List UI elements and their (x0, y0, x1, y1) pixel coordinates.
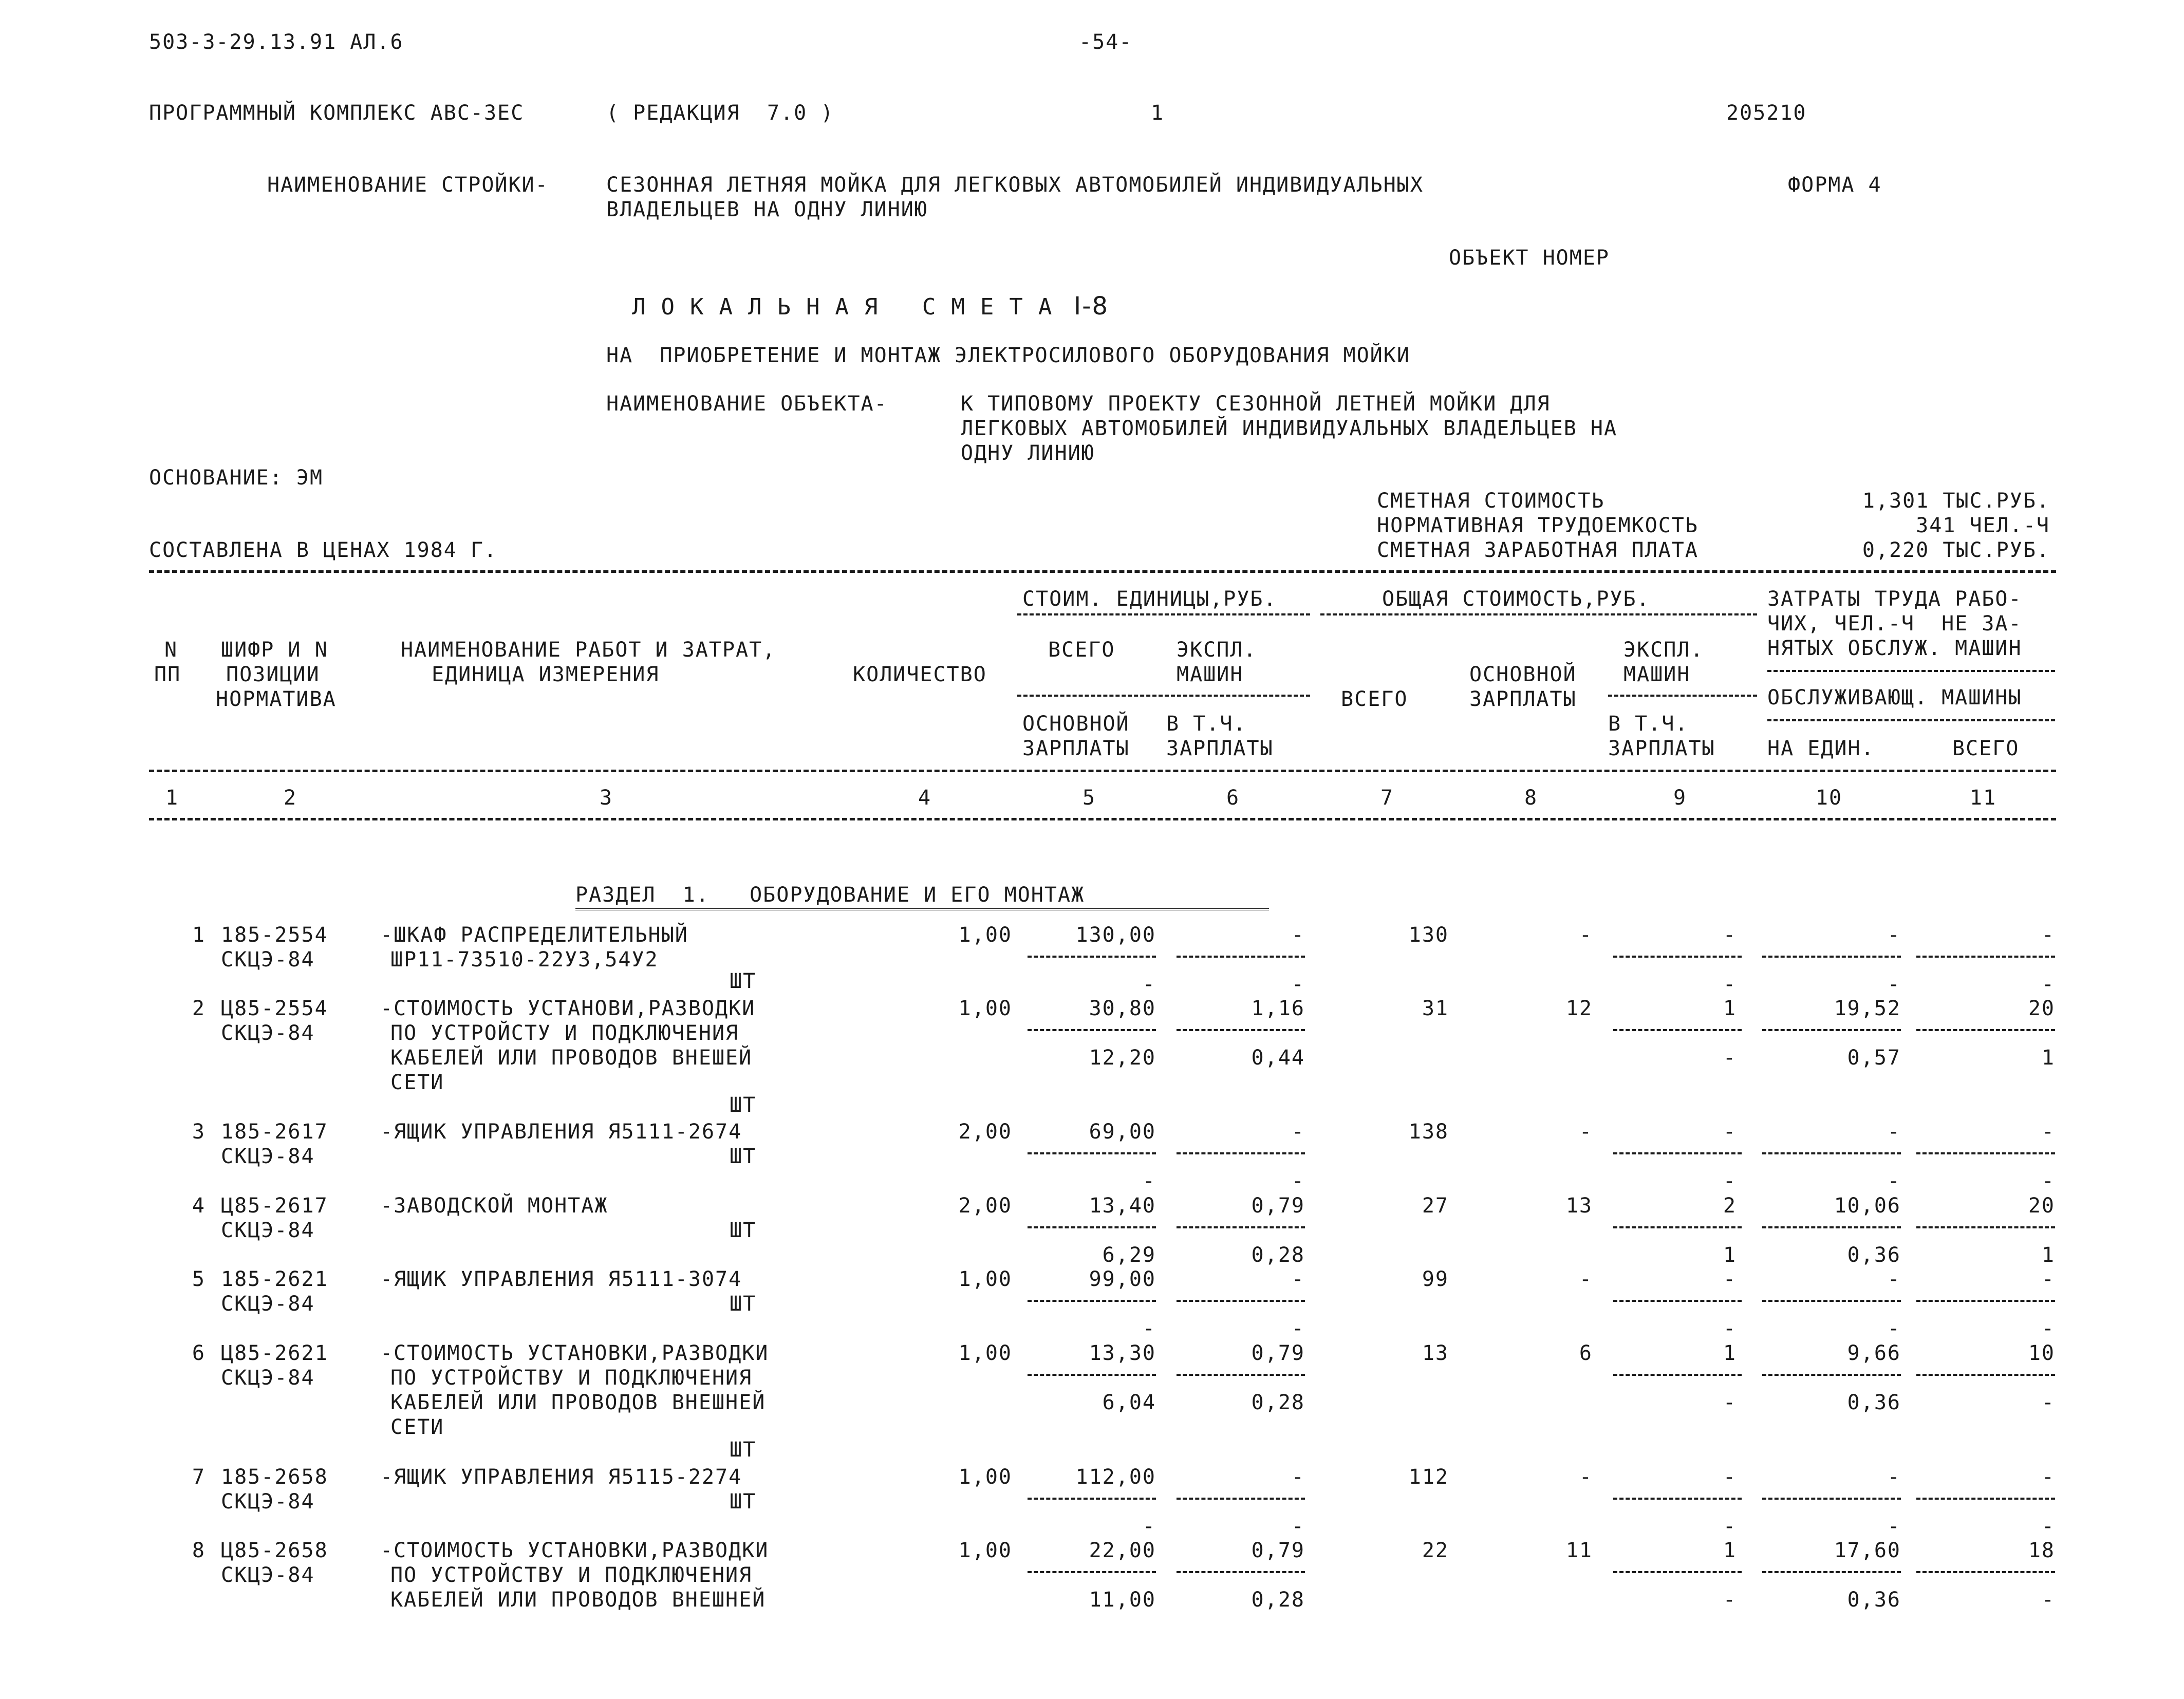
doc-code: 503-3-29.13.91 АЛ.6 (149, 30, 404, 54)
col5-line3: ЗАРПЛАТЫ (1022, 737, 1130, 760)
row-labor-unit-2: - (1887, 973, 1901, 996)
construction-name-line1: СЕЗОННАЯ ЛЕТНЯЯ МОЙКА ДЛЯ ЛЕГКОВЫХ АВТОМОБИЛЕЙ ИНДИВИДУАЛЬНЫХ (606, 173, 1424, 197)
row-labor-unit: - (1887, 923, 1901, 947)
header-subrule-labor2 (1767, 719, 2055, 721)
row-name-line: -ЗАВОДСКОЙ МОНТАЖ (380, 1194, 608, 1218)
col-labor-line1: ЗАТРАТЫ ТРУДА РАБО- (1767, 587, 2022, 611)
row-subrule (1613, 1374, 1742, 1376)
row-unit: ШТ (730, 969, 757, 993)
col-total-cost-title: ОБЩАЯ СТОИМОСТЬ,РУБ. (1382, 587, 1650, 611)
row-name-line: ШР11-73510-22У3,54У2 (390, 948, 659, 972)
row-labor-total: 20 (2028, 1194, 2055, 1218)
col-labor-line4: ОБСЛУЖИВАЮЩ. МАШИНЫ (1767, 686, 2022, 710)
row-labor-unit: 17,60 (1834, 1539, 1901, 1562)
row-number: 1 (192, 923, 206, 947)
row-base: СКЦЭ-84 (221, 1366, 315, 1390)
row-subrule (1613, 1152, 1742, 1154)
col-number: 10 (1815, 786, 1843, 810)
section-title: РАЗДЕЛ 1. ОБОРУДОВАНИЕ И ЕГО МОНТАЖ (575, 883, 1085, 907)
row-number: 8 (192, 1539, 206, 1562)
row-subrule (1028, 1226, 1156, 1228)
row-labor-unit-2: - (1887, 1169, 1901, 1193)
col6-line2: МАШИН (1177, 663, 1244, 686)
col9-line1: ЭКСПЛ. (1623, 638, 1704, 662)
row-number: 2 (192, 997, 206, 1020)
row-unit-machine-wage: - (1291, 1515, 1305, 1538)
header-subrule-labor (1767, 670, 2055, 672)
row-unit-machine-wage: 0,28 (1251, 1243, 1305, 1267)
row-unit-machine-wage: 0,28 (1251, 1588, 1305, 1612)
row-subrule (1177, 1029, 1305, 1031)
row-labor-total: 10 (2028, 1341, 2055, 1365)
row-labor-unit-2: 0,36 (1847, 1391, 1901, 1414)
row-number: 6 (192, 1341, 206, 1365)
document-code: 205210 (1726, 101, 1807, 125)
row-name-line: -СТОИМОСТЬ УСТАНОВКИ,РАЗВОДКИ (380, 1341, 769, 1365)
row-labor-total: - (2041, 1267, 2055, 1291)
row-subrule (1177, 1374, 1305, 1376)
row-quantity: 1,00 (958, 997, 1012, 1020)
row-wage-total: - (1579, 1465, 1593, 1489)
object-name-line3: ОДНУ ЛИНИЮ (961, 441, 1095, 465)
row-subrule (1028, 956, 1156, 958)
row-subrule (1028, 1571, 1156, 1573)
row-labor-total-2: - (2041, 973, 2055, 996)
row-labor-total: - (2041, 1120, 2055, 1144)
row-machine-total: - (1723, 1465, 1737, 1489)
row-subrule (1762, 1029, 1901, 1031)
row-code: Ц85-2658 (221, 1539, 328, 1562)
col9-line4: ЗАРПЛАТЫ (1608, 737, 1715, 760)
row-number: 7 (192, 1465, 206, 1489)
col3-line2: ЕДИНИЦА ИЗМЕРЕНИЯ (432, 663, 660, 686)
row-total: 112 (1408, 1465, 1449, 1489)
row-unit-total: 69,00 (1089, 1120, 1156, 1144)
document-title: ЛОКАЛЬНАЯ СМЕТА (632, 294, 1068, 320)
row-total: 27 (1422, 1194, 1449, 1218)
row-machine-wage-total: 1 (1723, 1243, 1737, 1267)
col10-header: НА ЕДИН. (1767, 737, 1875, 760)
col4-header: КОЛИЧЕСТВО (853, 663, 987, 686)
row-subrule (1613, 1571, 1742, 1573)
header-bottom-rule (149, 770, 2056, 772)
section-underline (575, 908, 1269, 910)
table-top-rule (149, 570, 2056, 573)
row-unit-machine-wage: 0,28 (1251, 1391, 1305, 1414)
row-name-line: ПО УСТРОЙСТВУ И ПОДКЛЮЧЕНИЯ (390, 1563, 753, 1587)
object-number: ОБЪЕКТ НОМЕР (1449, 246, 1610, 270)
row-code: Ц85-2617 (221, 1194, 328, 1218)
row-base: СКЦЭ-84 (221, 1219, 315, 1242)
program-name: ПРОГРАММНЫЙ КОМПЛЕКС АВС-3ЕС (149, 101, 525, 125)
col1-line2: ПП (154, 663, 181, 686)
row-labor-unit: - (1887, 1465, 1901, 1489)
row-machine-total: 1 (1723, 1341, 1737, 1365)
row-labor-unit-2: 0,36 (1847, 1588, 1901, 1612)
col7-header: ВСЕГО (1341, 687, 1408, 711)
row-name-line: -ЯЩИК УПРАВЛЕНИЯ Я5111-3074 (380, 1267, 742, 1291)
col6-line3: В Т.Ч. (1166, 712, 1247, 736)
estimate-purpose: НА ПРИОБРЕТЕНИЕ И МОНТАЖ ЭЛЕКТРОСИЛОВОГО ОБОРУДОВАНИЯ МОЙКИ (606, 344, 1410, 367)
row-quantity: 1,00 (958, 1539, 1012, 1562)
row-unit-total: 30,80 (1089, 997, 1156, 1020)
row-name-line: -ЯЩИК УПРАВЛЕНИЯ Я5111-2674 (380, 1120, 742, 1144)
row-labor-total-2: - (2041, 1317, 2055, 1340)
row-unit-total: 112,00 (1075, 1465, 1156, 1489)
row-wage-total: - (1579, 1120, 1593, 1144)
row-subrule (1916, 956, 2055, 958)
row-unit-wage: 6,04 (1102, 1391, 1156, 1414)
row-unit-total: 13,30 (1089, 1341, 1156, 1365)
row-unit-machine: 0,79 (1251, 1341, 1305, 1365)
col-number: 9 (1673, 786, 1687, 810)
col6-line4: ЗАРПЛАТЫ (1166, 737, 1274, 760)
col8-line2: ЗАРПЛАТЫ (1469, 687, 1577, 711)
row-quantity: 1,00 (958, 1465, 1012, 1489)
row-code: 185-2621 (221, 1267, 328, 1291)
row-name-line: -ШКАФ РАСПРЕДЕЛИТЕЛЬНЫЙ (380, 923, 688, 947)
row-labor-unit: 19,52 (1834, 997, 1901, 1020)
header-subrule-total2 (1608, 695, 1757, 697)
header-subrule-unit (1017, 613, 1310, 615)
object-label: НАИМЕНОВАНИЕ ОБЪЕКТА- (606, 392, 888, 416)
row-subrule (1028, 1374, 1156, 1376)
row-subrule (1613, 1498, 1742, 1500)
row-subrule (1916, 1374, 2055, 1376)
row-machine-total: - (1723, 1267, 1737, 1291)
row-machine-total: - (1723, 923, 1737, 947)
row-subrule (1916, 1226, 2055, 1228)
row-unit: ШТ (730, 1145, 757, 1168)
row-labor-total-2: - (2041, 1515, 2055, 1538)
row-unit-wage: - (1142, 973, 1156, 996)
col-number: 1 (165, 786, 179, 810)
row-unit-wage: 12,20 (1089, 1046, 1156, 1070)
basis: ОСНОВАНИЕ: ЭМ (149, 466, 324, 490)
row-machine-wage-total: - (1723, 1317, 1737, 1340)
row-labor-unit: - (1887, 1267, 1901, 1291)
col11-header: ВСЕГО (1952, 737, 2020, 760)
row-unit-machine: 1,16 (1251, 997, 1305, 1020)
row-labor-unit-2: - (1887, 1515, 1901, 1538)
row-wage-total: 11 (1565, 1539, 1593, 1562)
row-unit-wage: - (1142, 1169, 1156, 1193)
summary-label-labor: НОРМАТИВНАЯ ТРУДОЕМКОСТЬ (1377, 514, 1698, 537)
row-labor-unit-2: 0,36 (1847, 1243, 1901, 1267)
row-total: 22 (1422, 1539, 1449, 1562)
row-machine-wage-total: - (1723, 1391, 1737, 1414)
row-code: 185-2658 (221, 1465, 328, 1489)
row-total: 31 (1422, 997, 1449, 1020)
row-name-line: КАБЕЛЕЙ ИЛИ ПРОВОДОВ ВНЕШЕЙ (390, 1046, 753, 1070)
row-unit-machine: - (1291, 923, 1305, 947)
row-machine-wage-total: - (1723, 973, 1737, 996)
header-subrule-total (1320, 613, 1757, 615)
row-subrule (1028, 1029, 1156, 1031)
object-name-line2: ЛЕГКОВЫХ АВТОМОБИЛЕЙ ИНДИВИДУАЛЬНЫХ ВЛАДЕЛЬЦЕВ НА (961, 417, 1618, 440)
row-subrule (1916, 1498, 2055, 1500)
construction-name-line2: ВЛАДЕЛЬЦЕВ НА ОДНУ ЛИНИЮ (606, 198, 928, 221)
row-unit: ШТ (730, 1093, 757, 1117)
row-machine-wage-total: - (1723, 1046, 1737, 1070)
row-subrule (1916, 1300, 2055, 1302)
row-name-line: ПО УСТРОЙСТУ И ПОДКЛЮЧЕНИЯ (390, 1021, 739, 1045)
row-unit-machine: 0,79 (1251, 1194, 1305, 1218)
row-base: СКЦЭ-84 (221, 1292, 315, 1316)
row-labor-unit: 10,06 (1834, 1194, 1901, 1218)
row-base: СКЦЭ-84 (221, 948, 315, 972)
row-unit-total: 130,00 (1075, 923, 1156, 947)
row-name-line: ПО УСТРОЙСТВУ И ПОДКЛЮЧЕНИЯ (390, 1366, 753, 1390)
row-subrule (1762, 1374, 1901, 1376)
col5-line1: ВСЕГО (1048, 638, 1115, 662)
row-wage-total: - (1579, 923, 1593, 947)
row-machine-total: 1 (1723, 1539, 1737, 1562)
row-code: Ц85-2621 (221, 1341, 328, 1365)
row-labor-total-2: - (2041, 1391, 2055, 1414)
col2-line2: ПОЗИЦИИ (226, 663, 320, 686)
col-number: 6 (1226, 786, 1240, 810)
col9-line3: В Т.Ч. (1608, 712, 1689, 736)
row-unit-machine: 0,79 (1251, 1539, 1305, 1562)
summary-value-cost: 1,301 ТЫС.РУБ. (1862, 489, 2050, 513)
row-subrule (1916, 1571, 2055, 1573)
col-number: 7 (1380, 786, 1394, 810)
row-subrule (1177, 1152, 1305, 1154)
col-number: 11 (1969, 786, 1997, 810)
summary-label-cost: СМЕТНАЯ СТОИМОСТЬ (1377, 489, 1605, 513)
row-subrule (1916, 1152, 2055, 1154)
row-wage-total: 12 (1565, 997, 1593, 1020)
row-wage-total: 13 (1565, 1194, 1593, 1218)
row-name-line: СЕТИ (390, 1415, 444, 1439)
row-machine-total: 2 (1723, 1194, 1737, 1218)
row-number: 5 (192, 1267, 206, 1291)
price-basis: СОСТАВЛЕНА В ЦЕНАХ 1984 Г. (149, 538, 498, 562)
row-unit-wage: 11,00 (1089, 1588, 1156, 1612)
row-total: 99 (1422, 1267, 1449, 1291)
row-subrule (1762, 1498, 1901, 1500)
row-unit: ШТ (730, 1219, 757, 1242)
row-machine-total: 1 (1723, 997, 1737, 1020)
row-subrule (1613, 1226, 1742, 1228)
row-base: СКЦЭ-84 (221, 1021, 315, 1045)
row-labor-total: 20 (2028, 997, 2055, 1020)
row-labor-unit-2: 0,57 (1847, 1046, 1901, 1070)
row-subrule (1762, 1152, 1901, 1154)
row-unit: ШТ (730, 1490, 757, 1514)
summary-value-wages: 0,220 ТЫС.РУБ. (1862, 538, 2050, 562)
col-labor-line2: ЧИХ, ЧЕЛ.-Ч НЕ ЗА- (1767, 612, 2022, 636)
row-labor-total: - (2041, 923, 2055, 947)
row-unit-machine-wage: - (1291, 1317, 1305, 1340)
row-name-line: КАБЕЛЕЙ ИЛИ ПРОВОДОВ ВНЕШНЕЙ (390, 1588, 766, 1612)
row-subrule (1762, 1571, 1901, 1573)
row-labor-unit: 9,66 (1847, 1341, 1901, 1365)
construction-label: НАИМЕНОВАНИЕ СТРОЙКИ- (267, 173, 549, 197)
row-machine-wage-total: - (1723, 1169, 1737, 1193)
summary-label-wages: СМЕТНАЯ ЗАРАБОТНАЯ ПЛАТА (1377, 538, 1698, 562)
row-subrule (1028, 1300, 1156, 1302)
row-total: 130 (1408, 923, 1449, 947)
row-base: СКЦЭ-84 (221, 1145, 315, 1168)
row-subrule (1177, 1300, 1305, 1302)
row-labor-total: 18 (2028, 1539, 2055, 1562)
row-unit-machine-wage: - (1291, 973, 1305, 996)
row-number: 3 (192, 1120, 206, 1144)
row-subrule (1028, 1498, 1156, 1500)
col-unit-cost-title: СТОИМ. ЕДИНИЦЫ,РУБ. (1022, 587, 1277, 611)
row-subrule (1613, 1029, 1742, 1031)
col2-line1: ШИФР И N (221, 638, 328, 662)
object-name-line1: К ТИПОВОМУ ПРОЕКТУ СЕЗОННОЙ ЛЕТНЕЙ МОЙКИ ДЛЯ (961, 392, 1551, 416)
row-quantity: 1,00 (958, 923, 1012, 947)
col2-line3: НОРМАТИВА (216, 687, 337, 711)
summary-value-labor: 341 ЧЕЛ.-Ч (1916, 514, 2050, 537)
col8-line1: ОСНОВНОЙ (1469, 663, 1577, 686)
row-name-line: КАБЕЛЕЙ ИЛИ ПРОВОДОВ ВНЕШНЕЙ (390, 1391, 766, 1414)
row-unit-machine-wage: - (1291, 1169, 1305, 1193)
col-number: 5 (1082, 786, 1096, 810)
row-unit-machine: - (1291, 1465, 1305, 1489)
row-quantity: 2,00 (958, 1120, 1012, 1144)
col-number: 8 (1524, 786, 1538, 810)
row-subrule (1177, 1498, 1305, 1500)
row-name-line: -СТОИМОСТЬ УСТАНОВКИ,РАЗВОДКИ (380, 1539, 769, 1562)
row-subrule (1762, 1226, 1901, 1228)
row-code: Ц85-2554 (221, 997, 328, 1020)
col-number: 4 (918, 786, 932, 810)
row-unit-wage: 6,29 (1102, 1243, 1156, 1267)
row-subrule (1177, 1226, 1305, 1228)
row-subrule (1613, 1300, 1742, 1302)
row-total: 138 (1408, 1120, 1449, 1144)
row-name-line: -ЯЩИК УПРАВЛЕНИЯ Я5115-2274 (380, 1465, 742, 1489)
row-subrule (1762, 1300, 1901, 1302)
row-quantity: 1,00 (958, 1341, 1012, 1365)
header-subrule-unit2 (1017, 695, 1310, 697)
program-edition: ( РЕДАКЦИЯ 7.0 ) (606, 101, 834, 125)
row-unit-machine: - (1291, 1120, 1305, 1144)
row-machine-total: - (1723, 1120, 1737, 1144)
row-labor-total-2: - (2041, 1169, 2055, 1193)
row-quantity: 1,00 (958, 1267, 1012, 1291)
row-labor-unit-2: - (1887, 1317, 1901, 1340)
page-number: -54- (1079, 30, 1133, 54)
row-labor-total-2: 1 (2041, 1046, 2055, 1070)
col-number: 2 (283, 786, 297, 810)
col-number: 3 (599, 786, 613, 810)
row-subrule (1177, 956, 1305, 958)
row-wage-total: 6 (1579, 1341, 1593, 1365)
row-name-line: СЕТИ (390, 1071, 444, 1094)
row-quantity: 2,00 (958, 1194, 1012, 1218)
row-total: 13 (1422, 1341, 1449, 1365)
row-labor-total-2: - (2041, 1588, 2055, 1612)
row-labor-unit: - (1887, 1120, 1901, 1144)
row-labor-total-2: 1 (2041, 1243, 2055, 1267)
col9-line2: МАШИН (1623, 663, 1691, 686)
row-name-line: -СТОИМОСТЬ УСТАНОВИ,РАЗВОДКИ (380, 997, 756, 1020)
col3-line1: НАИМЕНОВАНИЕ РАБОТ И ЗАТРАТ, (401, 638, 776, 662)
row-unit-wage: - (1142, 1317, 1156, 1340)
row-unit-total: 13,40 (1089, 1194, 1156, 1218)
sheet-number: 1 (1151, 101, 1165, 125)
row-unit: ШТ (730, 1438, 757, 1462)
row-unit: ШТ (730, 1292, 757, 1316)
column-number-bottom-rule (149, 818, 2056, 820)
col-labor-line3: НЯТЫХ ОБСЛУЖ. МАШИН (1767, 637, 2022, 660)
row-number: 4 (192, 1194, 206, 1218)
row-subrule (1762, 956, 1901, 958)
row-base: СКЦЭ-84 (221, 1490, 315, 1514)
row-unit-total: 22,00 (1089, 1539, 1156, 1562)
form-number: ФОРМА 4 (1788, 173, 1882, 197)
row-code: 185-2617 (221, 1120, 328, 1144)
row-machine-wage-total: - (1723, 1515, 1737, 1538)
document-title-number: I-8 (1074, 292, 1109, 321)
row-subrule (1028, 1152, 1156, 1154)
row-unit-total: 99,00 (1089, 1267, 1156, 1291)
row-machine-wage-total: - (1723, 1588, 1737, 1612)
row-wage-total: - (1579, 1267, 1593, 1291)
row-labor-total: - (2041, 1465, 2055, 1489)
col6-line1: ЭКСПЛ. (1177, 638, 1257, 662)
col1-line1: N (164, 638, 178, 662)
col5-line2: ОСНОВНОЙ (1022, 712, 1130, 736)
row-subrule (1177, 1571, 1305, 1573)
row-unit-machine-wage: 0,44 (1251, 1046, 1305, 1070)
row-unit-machine: - (1291, 1267, 1305, 1291)
row-subrule (1613, 956, 1742, 958)
row-unit-wage: - (1142, 1515, 1156, 1538)
row-base: СКЦЭ-84 (221, 1563, 315, 1587)
row-code: 185-2554 (221, 923, 328, 947)
row-subrule (1916, 1029, 2055, 1031)
